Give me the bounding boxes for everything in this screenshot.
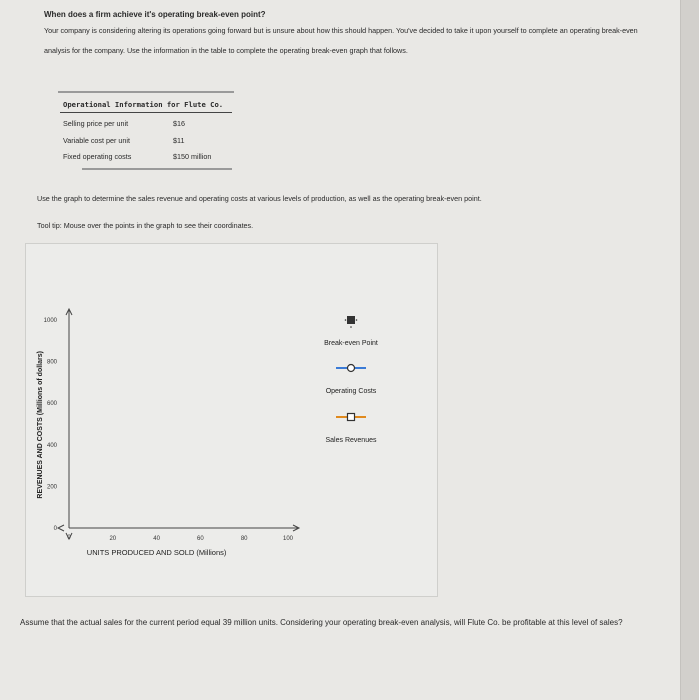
x-tick-label: 80 [240, 536, 248, 542]
legend-label: Operating Costs [325, 388, 377, 395]
marker-dot-icon [345, 319, 347, 321]
x-tick-label: 100 [282, 536, 294, 542]
y-tick-label: 1000 [43, 318, 57, 324]
chart-canvas[interactable] [26, 244, 437, 596]
y-axis-label: REVENUES AND COSTS (Millions of dollars) [37, 351, 44, 499]
legend-item[interactable] [326, 414, 377, 445]
graph-instructions: Use the graph to determine the sales revenue and operating costs at various levels of production, as well as the operating break-even point. [37, 194, 482, 203]
row-value: $11 [173, 136, 185, 145]
x-tick-label: 0 [67, 535, 71, 541]
table-top-rule [58, 91, 234, 93]
question-title: When does a firm achieve it's operating break-even point? [44, 10, 266, 19]
legend-label: Sales Revenues [325, 437, 377, 444]
x-tick-label: 60 [197, 536, 204, 542]
legend-label: Break-even Point [324, 340, 378, 347]
legend-item[interactable] [326, 365, 377, 396]
table-row [63, 119, 233, 133]
intro-text: Your company is considering altering its operations going forward but is unsure about how this should happen. You've decided to take it upon yourself to complete an operating break-even analysis for the company. Use the information in the table to complete the operating break-even graph that follows. [44, 26, 638, 55]
y-tick-label: 0 [53, 526, 57, 532]
x-tick-label: 20 [109, 536, 117, 542]
operating-costs-marker-icon[interactable] [348, 365, 355, 372]
row-label: Variable cost per unit [63, 136, 130, 145]
page-edge [680, 0, 699, 700]
chart-legend[interactable] [324, 316, 378, 444]
chart-axes [37, 309, 299, 557]
break-even-graph[interactable] [25, 243, 438, 597]
legend-item[interactable] [324, 316, 378, 347]
y-tick-label: 800 [46, 359, 57, 366]
question-text: Assume that the actual sales for the current period equal 39 million units. Considering your operating break-even analysis, will Flute Co. be profitable at this level of sales? [20, 618, 623, 627]
table-header-rule [60, 112, 232, 113]
x-tick-label: 40 [153, 536, 160, 542]
marker-dot-icon [350, 326, 352, 328]
y-tick-label: 200 [46, 484, 57, 491]
y-tick-label: 600 [46, 401, 57, 408]
table-row [63, 136, 233, 150]
row-value: $16 [173, 119, 185, 128]
x-axis-left-arrow [58, 525, 64, 531]
x-axis-label: UNITS PRODUCED AND SOLD (Millions) [86, 548, 227, 557]
sales-revenues-marker-icon[interactable] [348, 414, 355, 421]
table-bottom-rule [82, 168, 232, 170]
table-header: Operational Information for Flute Co. [63, 100, 224, 109]
break-even-marker-icon[interactable] [347, 316, 355, 324]
row-label: Selling price per unit [63, 119, 129, 128]
row-value: $150 million [173, 152, 212, 161]
y-tick-label: 400 [46, 442, 57, 449]
row-label: Fixed operating costs [63, 152, 132, 161]
table-row [63, 152, 233, 166]
marker-dot-icon [356, 319, 358, 321]
tooltip-note: Tool tip: Mouse over the points in the graph to see their coordinates. [37, 221, 254, 230]
